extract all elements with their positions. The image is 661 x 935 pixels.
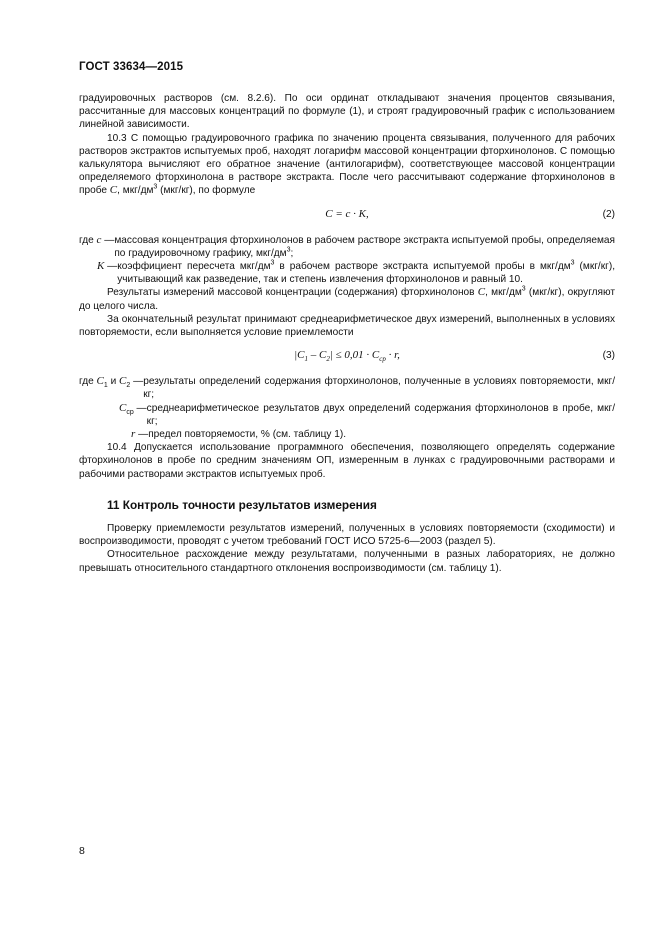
where-c-desc: массовая концентрация фторхинолонов в рабочем растворе экстракта испытуемой пробы, определяемая по градуировочному графику, мкг/дм [114, 234, 615, 259]
expr-part: – C [307, 349, 327, 362]
var-Ccp: C [119, 401, 127, 414]
superscript: 3 [153, 184, 158, 192]
superscript: 3 [270, 259, 275, 267]
where-ccp [79, 402, 615, 428]
where-k-desc-c: (мкг/кг), учитывающий как разведение, так и степень извлечения фторхинолонов и равный 10. [117, 261, 615, 286]
page-number: 8 [79, 845, 85, 857]
subscript: 2 [326, 355, 330, 364]
formula-2-number: (2) [602, 208, 615, 220]
where-c1-c2 [79, 375, 615, 401]
where-k-text [117, 260, 615, 286]
unit-text: , мкг/дм [117, 185, 154, 197]
unit-text: , мкг/дм [485, 287, 522, 299]
formula-3-expression [79, 349, 615, 362]
paragraph-10-3 [79, 132, 615, 198]
paragraph-calibration-continued: градуировочных растворов (см. 8.2.6). По оси ординат откладывают значения процентов связывания, рассчитанные для массовых концентраций по формуле (1), и строят градуировочный график с использованием линейной зависимости. [79, 93, 615, 131]
where-k [79, 260, 615, 286]
where-c-text [114, 234, 615, 260]
formula-2 [79, 208, 615, 222]
where-c1-c2-text: результаты определений содержания фторхинолонов, полученные в условиях повторяемости, мкг/кг; [143, 376, 615, 401]
superscript: 3 [521, 286, 526, 294]
var-r: r [131, 428, 136, 441]
where-c1-c2-label [79, 375, 143, 388]
dash: — [130, 376, 144, 388]
where-ccp-text: среднеарифметическое результатов двух определений содержания фторхинолонов в пробе, мкг/кг; [146, 402, 615, 427]
subscript: 1 [304, 355, 308, 364]
dash: — [135, 429, 149, 441]
punct: ; [290, 247, 294, 259]
var-C: C [109, 184, 118, 197]
section-11-paragraph-2: Относительное расхождение между результатами, полученными в разных лабораториях, не должно превышать относительного стандартного отклонения воспроизводимости (см. таблицу 1). [79, 549, 615, 574]
var-c: c [96, 233, 102, 246]
dash: — [101, 234, 115, 246]
subscript: ср [126, 408, 134, 416]
where-prefix: где [79, 234, 97, 246]
paragraph-10-3-text: 10.3 С помощью градуировочного графика по значению процента связывания, полученного для рабочих растворов экстрактов испытуемых проб, находят логарифм массовой концентрации фторхинолонов. С помощью калькулятора вычисляют его обратное значение (антилогарифм), соответствующее массовой концентрации определяемого фторхинолона в растворе экстракта. После чего рассчитывают содержание фторхинолонов в пробе [79, 132, 615, 197]
section-11-paragraph-1: Проверку приемлемости результатов измерений, полученных в условиях повторяемости (сходимости) и воспроизводимости, проводят с учетом требований ГОСТ ИСО 5725-6—2003 (раздел 5). [79, 523, 615, 548]
where-c-label [79, 234, 114, 247]
var-K: K [97, 260, 105, 273]
subscript: 2 [126, 382, 131, 390]
formula-3-number: (3) [602, 350, 615, 362]
where-r-text: предел повторяемости, % (см. таблицу 1). [148, 429, 347, 441]
where-prefix: где [79, 376, 97, 388]
where-c [79, 234, 615, 260]
superscript: 3 [286, 246, 291, 254]
subscript: ср [379, 355, 386, 364]
paragraph-10-3-tail: (мкг/кг), по формуле [157, 185, 256, 197]
document-header: ГОСТ 33634—2015 [79, 61, 184, 73]
superscript: 3 [570, 259, 575, 267]
expr-part: |C [294, 349, 305, 362]
paragraph-final-result: За окончательный результат принимают среднеарифметическое двух измерений, выполненных в условиях повторяемости, если выполняется условие приемлемости [79, 313, 615, 339]
var-C: C [477, 286, 486, 299]
expr-part: · r, [385, 349, 400, 362]
subscript: 1 [103, 382, 108, 390]
dash: — [104, 261, 118, 273]
rounding-text: Результаты измерений массовой концентрации (содержания) фторхинолонов [107, 287, 475, 299]
where-k-label [97, 260, 117, 273]
where-ccp-label [119, 402, 147, 415]
formula-3 [79, 349, 615, 363]
expr-part: | ≤ 0,01 · C [329, 349, 380, 362]
paragraph-10-4: 10.4 Допускается использование программного обеспечения, позволяющего определять содержание фторхинолонов в пробе по средним значениям ОП, измеренным в лунках с градуировочными растворами и рабочими растворами экстрактов испытуемых проб. [79, 442, 615, 480]
var-C1: C [96, 375, 104, 388]
paragraph-rounding [79, 286, 615, 312]
conjunction: и [107, 376, 120, 388]
var-C2: C [119, 375, 127, 388]
formula-2-expression: C = c · K, [325, 207, 369, 220]
where-r [79, 428, 615, 441]
dash: — [133, 402, 147, 414]
where-r-label [131, 428, 148, 441]
rounding-tail: (мкг/кг), округляют до целого числа. [79, 287, 615, 312]
where-k-desc-b: в рабочем растворе экстракта испытуемой пробы в мкг/дм [274, 261, 571, 273]
document-body [79, 92, 615, 575]
where-k-desc-a: коэффициент пересчета мкг/дм [117, 261, 271, 273]
section-11-title: 11 Контроль точности результатов измерения [107, 497, 377, 512]
